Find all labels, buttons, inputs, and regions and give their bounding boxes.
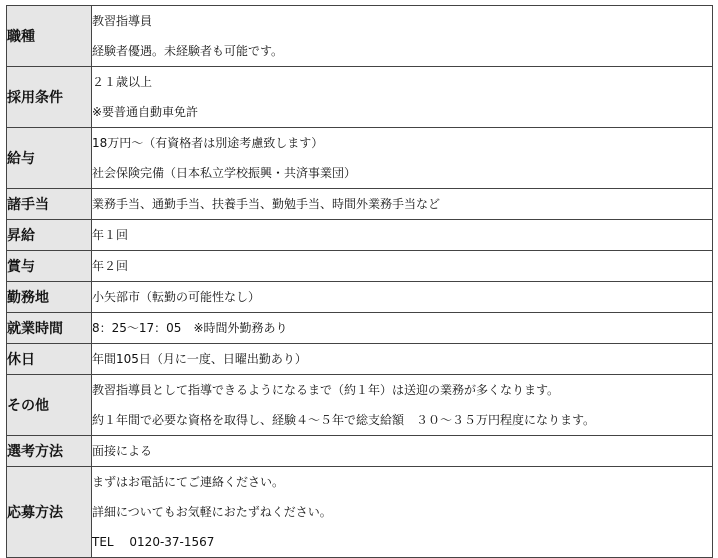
row-label: 応募方法	[7, 467, 92, 558]
row-holidays	[7, 344, 713, 375]
row-value	[92, 344, 713, 375]
value-line: 年間105日（月に一度、日曜出勤あり）	[92, 352, 307, 366]
value-line: 8：25～17：05 ※時間外勤務あり	[92, 321, 288, 335]
row-label: 給与	[7, 128, 92, 189]
row-value	[92, 128, 713, 189]
value-line: 詳細についてもお気軽におたずねください。	[92, 505, 332, 519]
row-salary	[7, 128, 713, 189]
row-selection-method	[7, 436, 713, 467]
row-label: 諸手当	[7, 189, 92, 220]
value-line: 小矢部市（転勤の可能性なし）	[92, 290, 261, 304]
row-label: 選考方法	[7, 436, 92, 467]
row-working-hours	[7, 313, 713, 344]
value-line: 教習指導員として指導できるようになるまで（約１年）は送迎の業務が多くなります。	[92, 383, 560, 397]
value-line: 18万円～（有資格者は別途考慮致します）	[92, 136, 324, 150]
value-line: 経験者優遇。未経験者も可能です。	[92, 44, 284, 58]
row-workplace	[7, 282, 713, 313]
row-value	[92, 436, 713, 467]
row-label: 職種	[7, 6, 92, 67]
row-value	[92, 375, 713, 436]
row-label: 勤務地	[7, 282, 92, 313]
value-line: まずはお電話にてご連絡ください。	[92, 475, 285, 489]
row-bonus	[7, 251, 713, 282]
row-job-type	[7, 6, 713, 67]
value-line: 面接による	[92, 444, 153, 458]
row-value	[92, 282, 713, 313]
value-line: 教習指導員	[92, 14, 153, 28]
row-allowances	[7, 189, 713, 220]
row-label: 昇給	[7, 220, 92, 251]
recruitment-info-table	[6, 5, 713, 558]
row-label: 就業時間	[7, 313, 92, 344]
row-value	[92, 251, 713, 282]
row-value	[92, 220, 713, 251]
row-value	[92, 6, 713, 67]
row-value	[92, 67, 713, 128]
value-line: 約１年間で必要な資格を取得し、経験４～５年で総支給額 ３０～３５万円程度になります。	[92, 413, 596, 427]
row-label: 休日	[7, 344, 92, 375]
row-value	[92, 189, 713, 220]
row-value	[92, 313, 713, 344]
value-line: ※要普通自動車免許	[92, 105, 199, 119]
row-label: 採用条件	[7, 67, 92, 128]
row-label: その他	[7, 375, 92, 436]
row-other	[7, 375, 713, 436]
value-line: 年２回	[92, 259, 129, 273]
value-line: 社会保険完備（日本私立学校振興・共済事業団）	[92, 166, 357, 180]
row-label: 賞与	[7, 251, 92, 282]
value-line: 業務手当、通勤手当、扶養手当、勤勉手当、時間外業務手当など	[92, 197, 441, 211]
value-line: ２１歳以上	[92, 75, 153, 89]
row-value	[92, 467, 713, 558]
row-application-method	[7, 467, 713, 558]
row-requirements	[7, 67, 713, 128]
row-raise	[7, 220, 713, 251]
value-line: 年１回	[92, 228, 129, 242]
phone-number: TEL 0120-37-1567	[92, 535, 215, 549]
